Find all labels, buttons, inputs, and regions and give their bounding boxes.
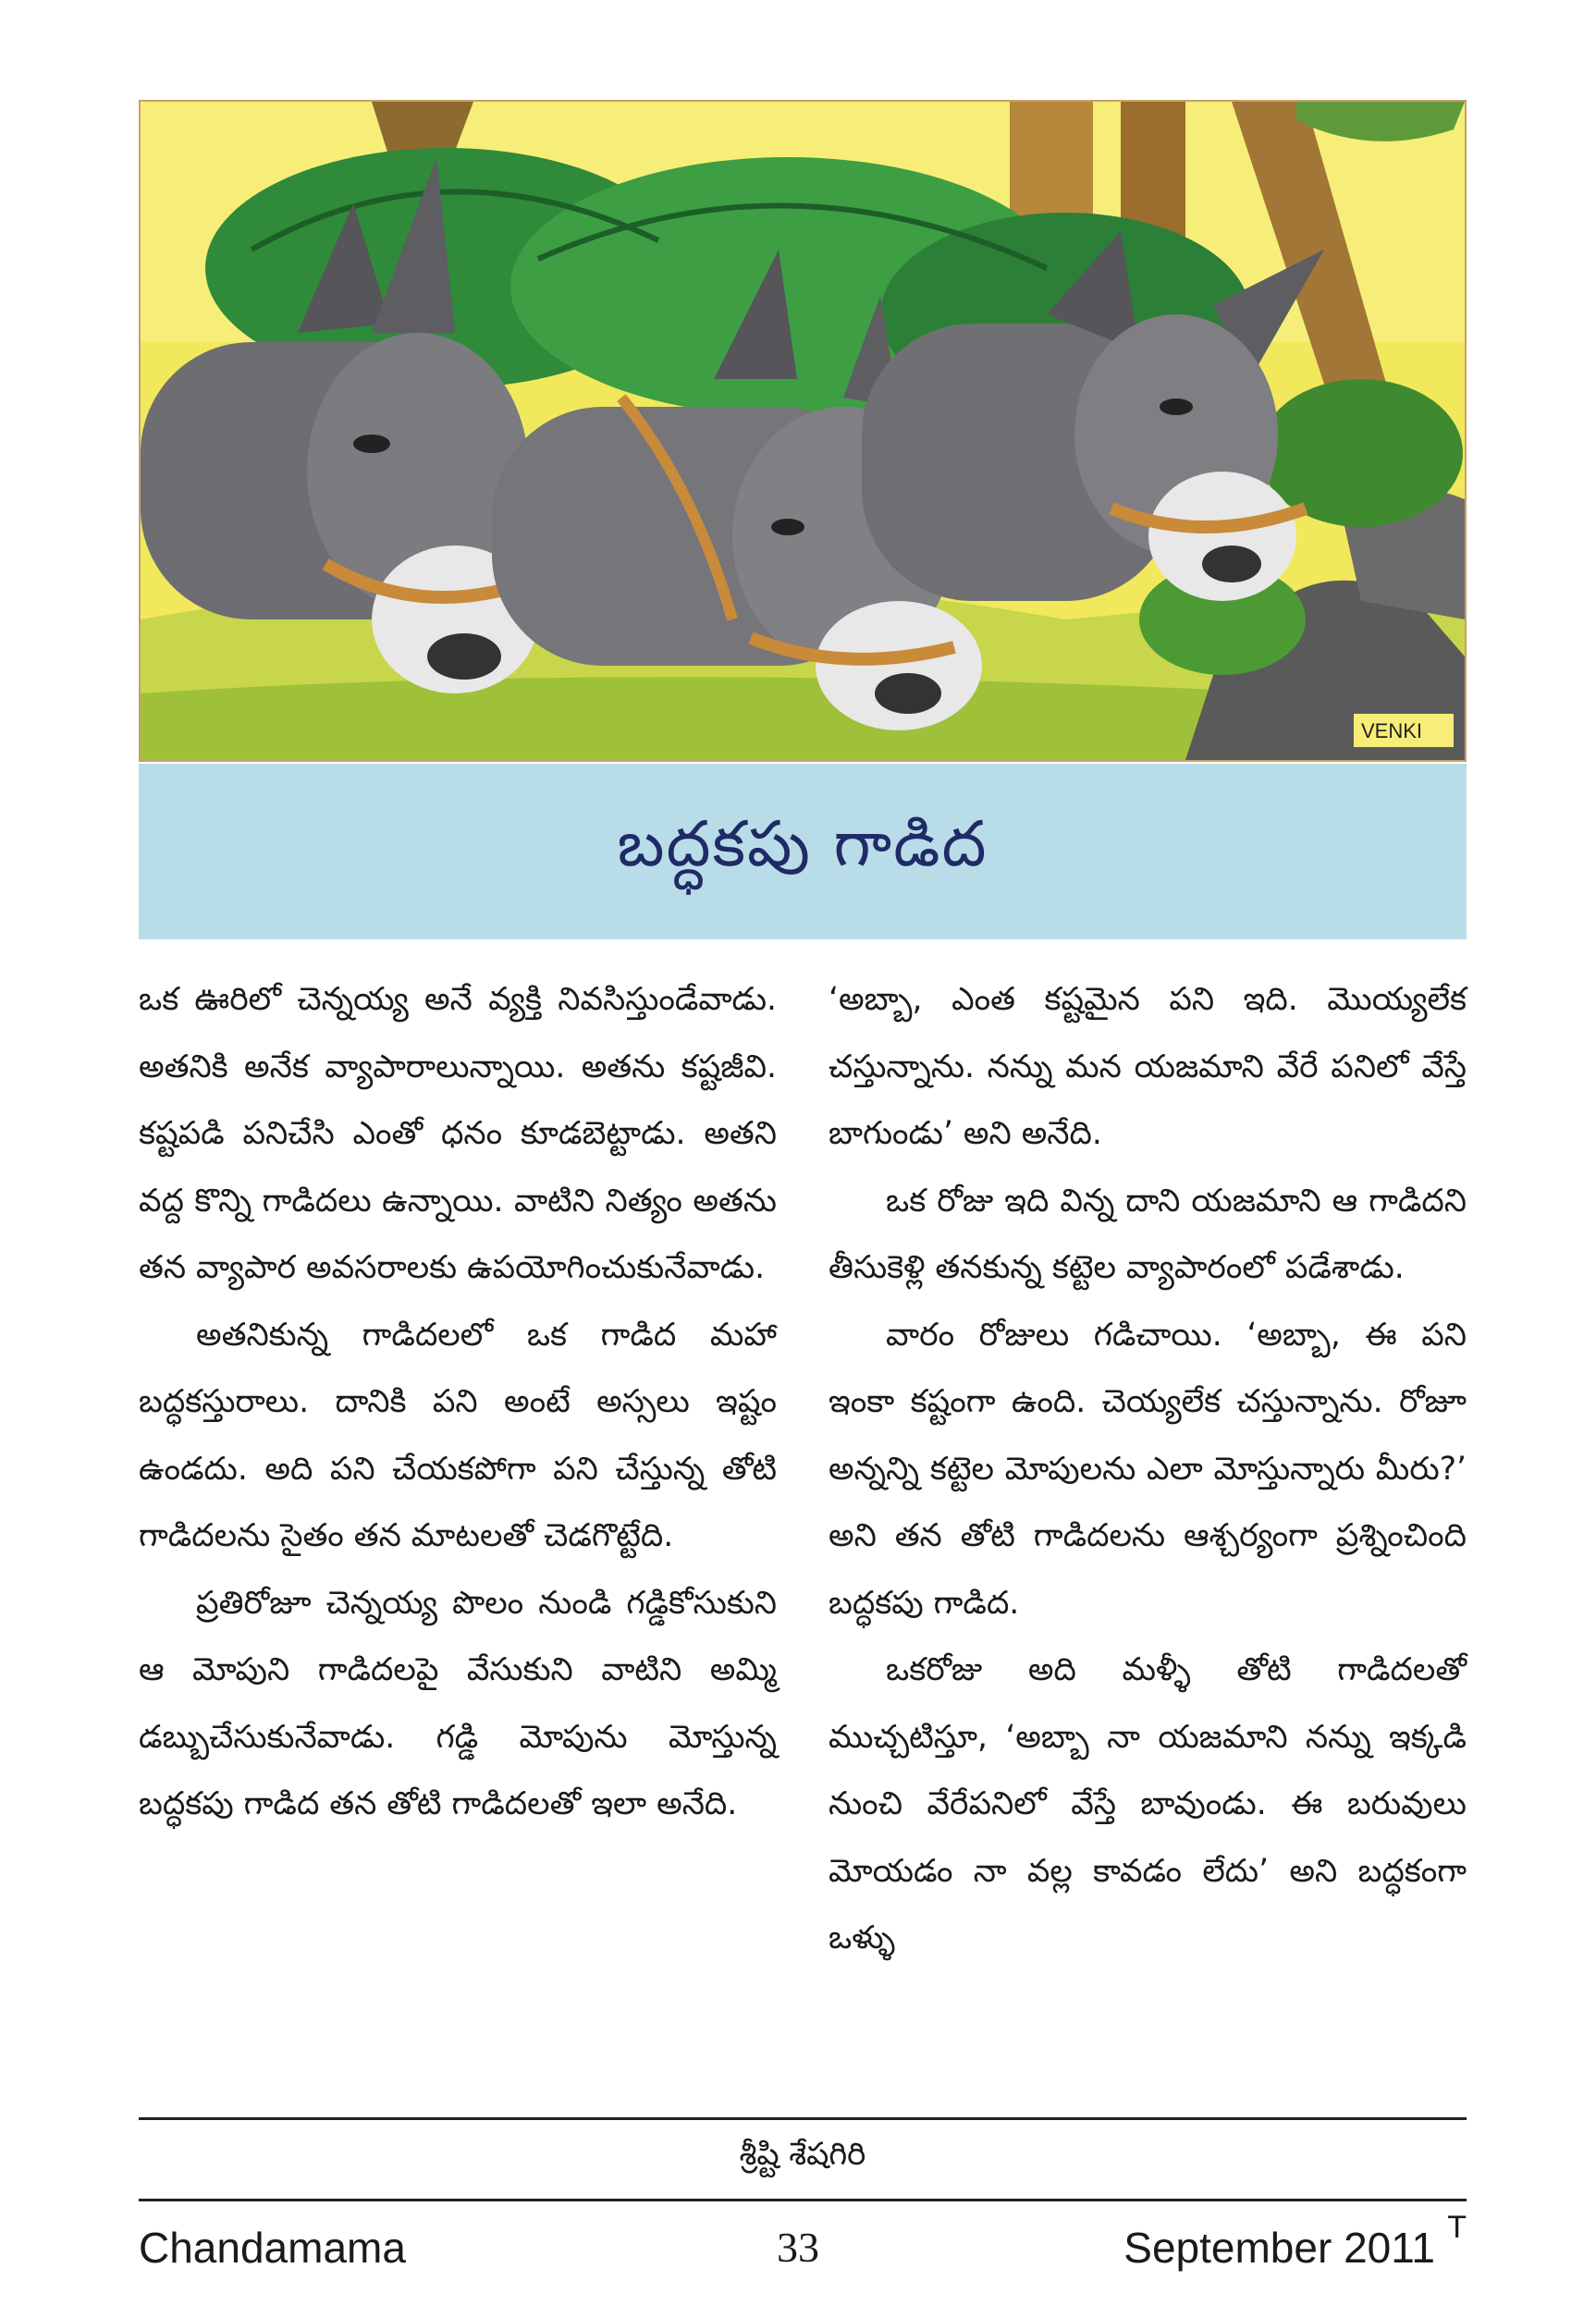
paragraph: అతనికున్న గాడిదలలో ఒక గాడిద మహా బద్ధకస్తురాలు. దానికి పని అంటే అస్సలు ఇష్టం ఉండదు. అది పని చేయకపోగా పని చేస్తున్న తోటి గాడిదలను సైతం తన మాటలతో చెడగొట్టేది.	[139, 1316, 777, 1554]
paragraph: ఒకరోజు అది మళ్ళీ తోటి గాడిదలతో ముచ్చటిస్తూ, ‘అబ్బా నా యజమాని నన్ను ఇక్కడి నుంచి వేరేపనిలో వేస్తే బావుండు. ఈ బరువులు మోయడం నా వల్ల కావడం లేదు’ అని బద్ధకంగా ఒళ్ళు	[829, 1651, 1467, 1956]
paragraph: ప్రతిరోజూ చెన్నయ్య పొలం నుండి గడ్డికోసుకుని ఆ మోపుని గాడిదలపై వేసుకుని వాటిని అమ్మి డబ్బుచేసుకునేవాడు. గడ్డి మోపును మోస్తున్న బద్ధకపు గాడిద తన తోటి గాడిదలతో ఇలా అనేది.	[139, 1584, 777, 1822]
page-number: 33	[777, 2224, 819, 2271]
story-body	[139, 966, 1467, 2099]
right-column	[829, 966, 1467, 2099]
divider-bottom	[139, 2199, 1467, 2201]
divider-top	[139, 2117, 1467, 2120]
story-title: బద్ధకపు గాడిద	[617, 807, 988, 881]
magazine-name: Chandamama	[139, 2224, 406, 2272]
story-illustration	[139, 100, 1467, 762]
title-band	[139, 764, 1467, 939]
artist-signature: VENKI	[1361, 719, 1423, 742]
paragraph: ఒక రోజు ఇది విన్న దాని యజమాని ఆ గాడిదని తీసుకెళ్లి తనకున్న కట్టెల వ్యాపారంలో పడేశాడు.	[829, 1182, 1467, 1286]
author-name: శ్రీష్టి శేషగిరి	[739, 2136, 866, 2173]
paragraph: వారం రోజులు గడిచాయి. ‘అబ్బా, ఈ పని ఇంకా కష్టంగా ఉంది. చెయ్యలేక చస్తున్నాను. రోజూ అన్నన్ని కట్టెల మోపులను ఎలా మోస్తున్నారు మీరు?’ అని తన తోటి గాడిదలను ఆశ్చర్యంగా ప్రశ్నించింది బద్ధకపు గాడిద.	[829, 1316, 1467, 1622]
donkeys-illustration	[141, 102, 1465, 760]
paragraph: ‘అబ్బా, ఎంత కష్టమైన పని ఇది. మొయ్యలేక చస్తున్నాను. నన్ను మన యజమాని వేరే పనిలో వేస్తే బాగుండు’ అని అనేది.	[829, 981, 1467, 1152]
footer-mark: T	[1447, 2210, 1467, 2245]
issue-date: September 2011	[1123, 2224, 1435, 2272]
page-footer	[139, 2206, 1467, 2289]
left-column	[139, 966, 777, 2099]
paragraph: ఒక ఊరిలో చెన్నయ్య అనే వ్యక్తి నివసిస్తుండేవాడు. అతనికి అనేక వ్యాపారాలున్నాయి. అతను కష్టజీవి. కష్టపడి పనిచేసి ఎంతో ధనం కూడబెట్టాడు. అతని వద్ద కొన్ని గాడిదలు ఉన్నాయి. వాటిని నిత్యం అతను తన వ్యాపార అవసరాలకు ఉపయోగించుకునేవాడు.	[139, 981, 777, 1286]
